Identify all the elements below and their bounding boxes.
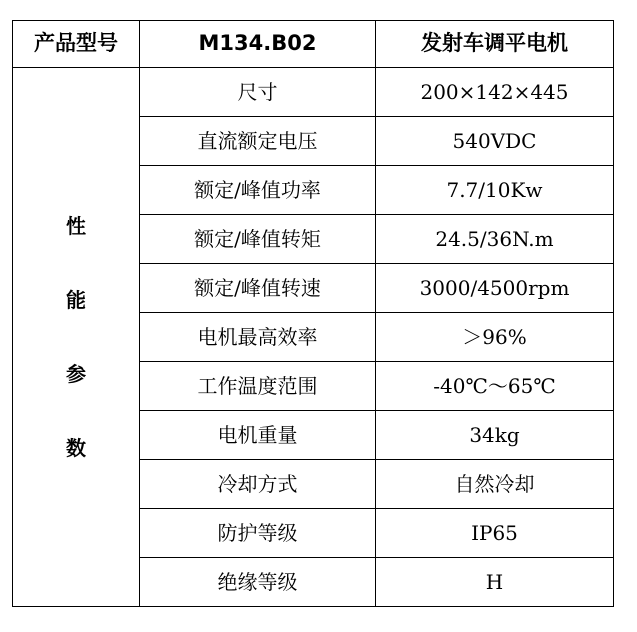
param-value: 自然冷却 bbox=[376, 460, 614, 509]
performance-params-group-label bbox=[13, 68, 140, 607]
param-name: 直流额定电压 bbox=[140, 117, 376, 166]
param-value: 24.5/36N.m bbox=[376, 215, 614, 264]
header-product-model-label: 产品型号 bbox=[13, 21, 140, 68]
param-value: 7.7/10Kw bbox=[376, 166, 614, 215]
group-char: 性 bbox=[66, 214, 86, 238]
header-product-name: 发射车调平电机 bbox=[376, 21, 614, 68]
param-name: 绝缘等级 bbox=[140, 558, 376, 607]
param-name: 额定/峰值转速 bbox=[140, 264, 376, 313]
param-name: 工作温度范围 bbox=[140, 362, 376, 411]
param-name: 电机重量 bbox=[140, 411, 376, 460]
param-value: ＞96% bbox=[376, 313, 614, 362]
param-name: 尺寸 bbox=[140, 68, 376, 117]
param-value: 34kg bbox=[376, 411, 614, 460]
spec-table bbox=[12, 20, 614, 607]
param-value: 3000/4500rpm bbox=[376, 264, 614, 313]
param-name: 电机最高效率 bbox=[140, 313, 376, 362]
param-value: IP65 bbox=[376, 509, 614, 558]
group-char: 能 bbox=[66, 288, 86, 312]
param-value: 540VDC bbox=[376, 117, 614, 166]
param-name: 防护等级 bbox=[140, 509, 376, 558]
table-row bbox=[13, 68, 614, 117]
header-row bbox=[13, 21, 614, 68]
param-value: 200×142×445 bbox=[376, 68, 614, 117]
group-char: 参 bbox=[66, 362, 86, 386]
param-name: 额定/峰值转矩 bbox=[140, 215, 376, 264]
header-model-number: M134.B02 bbox=[140, 21, 376, 68]
param-value: H bbox=[376, 558, 614, 607]
param-value: -40℃～65℃ bbox=[376, 362, 614, 411]
group-char: 数 bbox=[66, 436, 86, 460]
param-name: 额定/峰值功率 bbox=[140, 166, 376, 215]
param-name: 冷却方式 bbox=[140, 460, 376, 509]
